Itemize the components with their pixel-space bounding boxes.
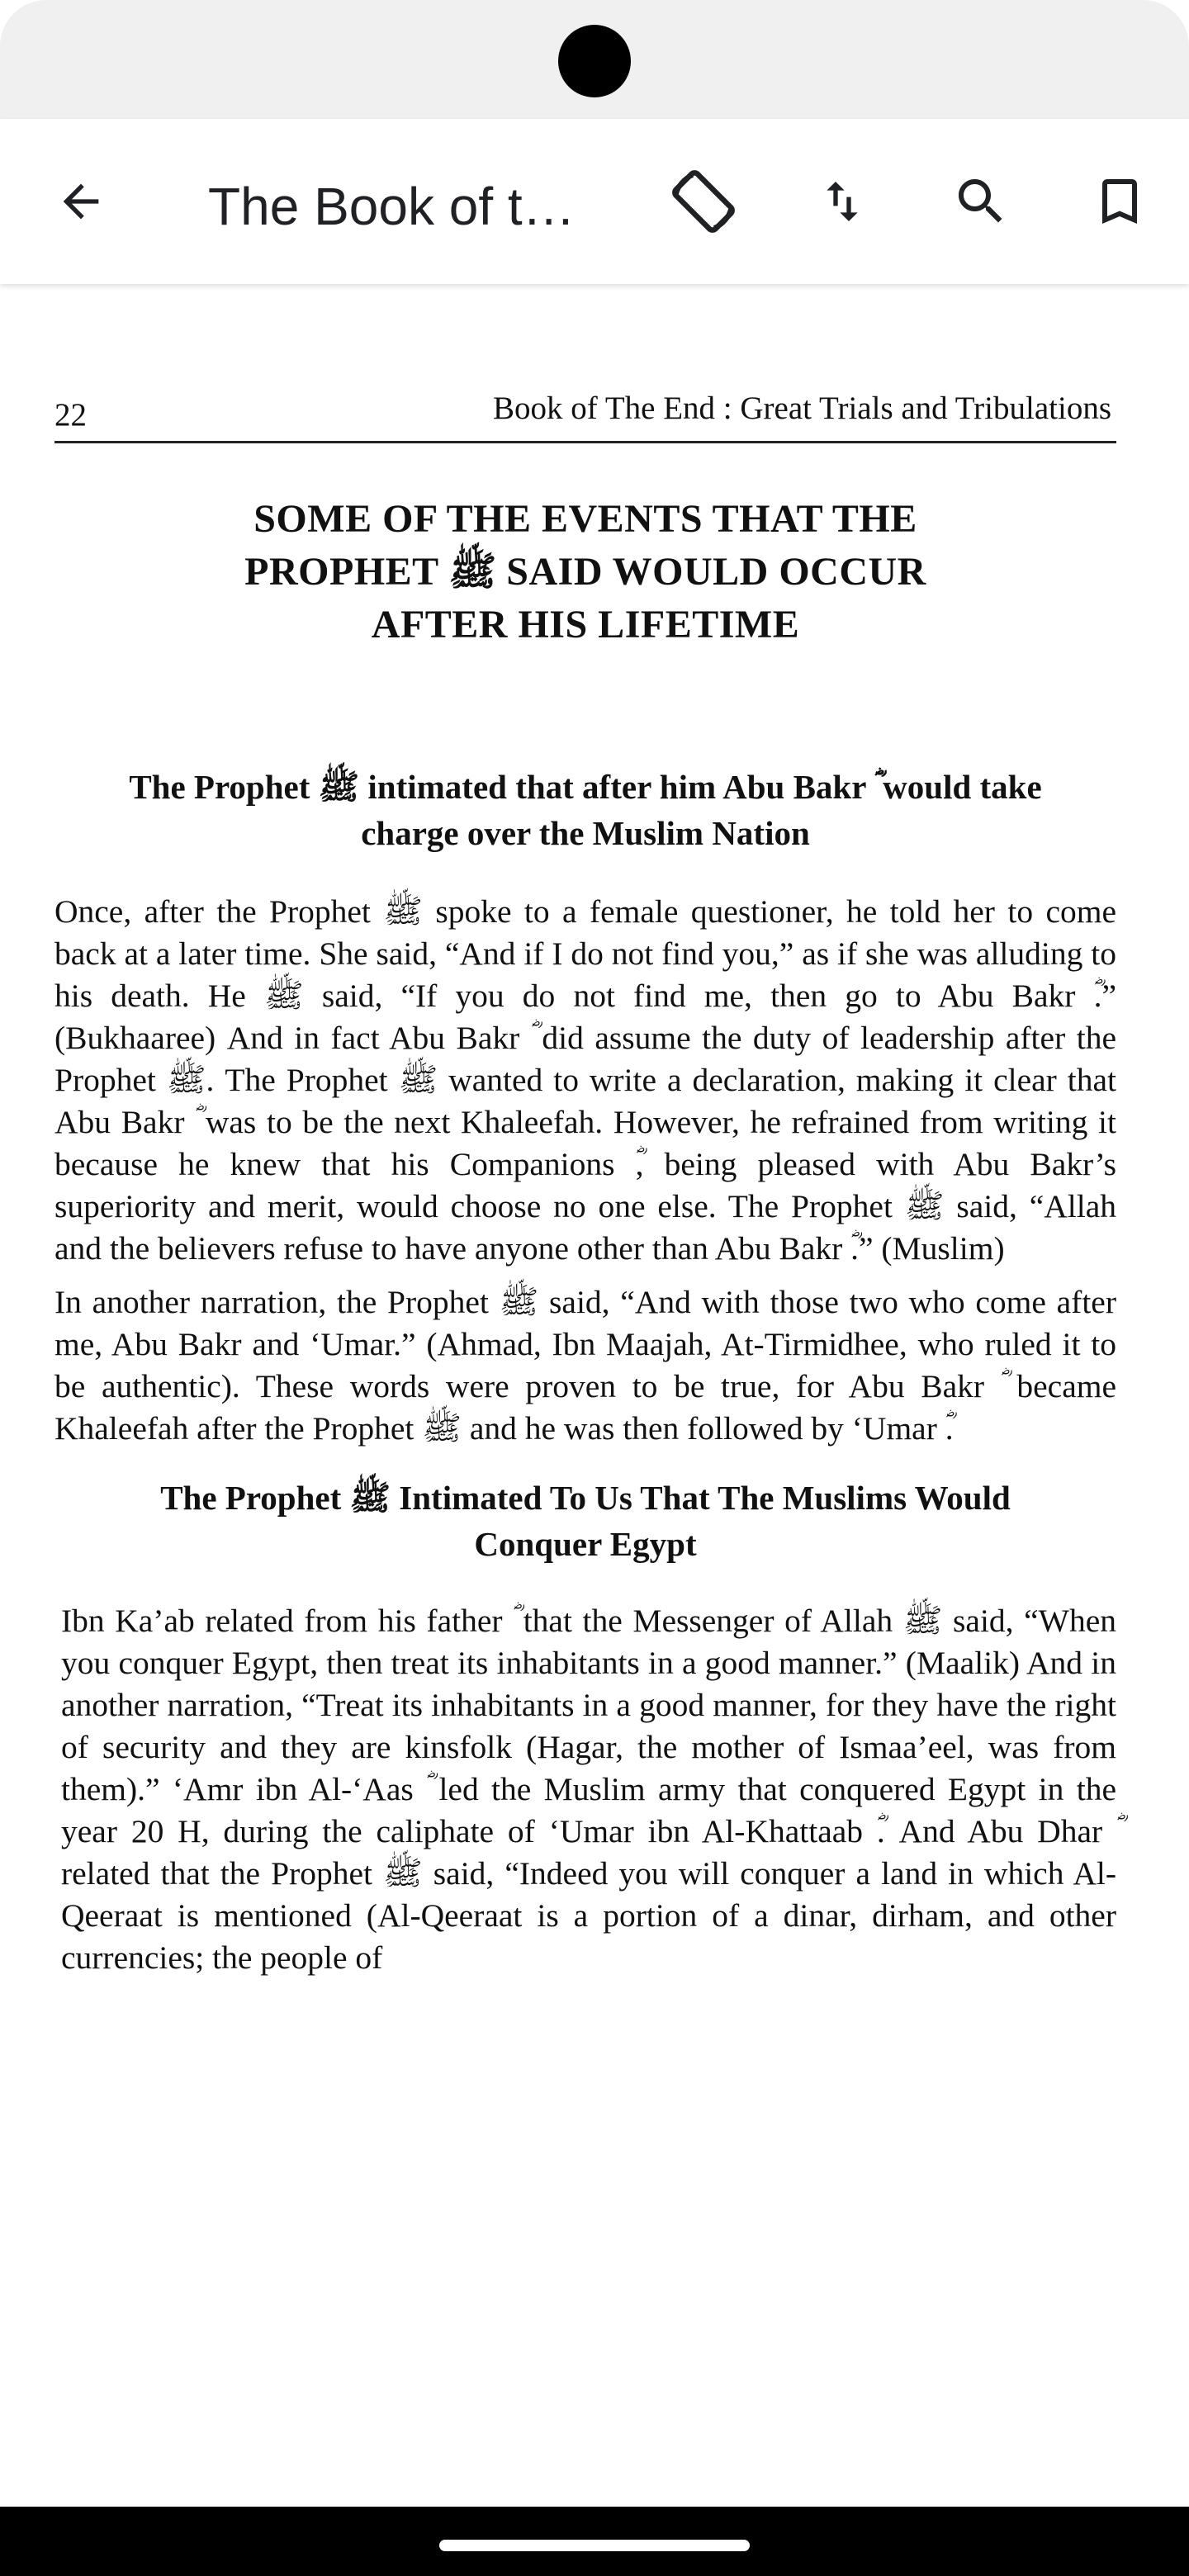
back-arrow-icon xyxy=(54,175,107,228)
body-paragraph: In another narration, the Prophet ﷺ said, “And with those two who come after me, Abu Bakr and ‘Umar.” (Ahmad, Ibn Maajah, At-Tirmidhee, who ruled it to be authentic). These words were proven to be true, for Abu Bakr ؓ became Khaleefah after the Prophet ﷺ and he was then followed by ‘Umar ؓ. xyxy=(54,1284,1116,1447)
section-heading: The Prophet ﷺ intimated that after him Abu Bakr ؓ would take charge over the Muslim Nation xyxy=(129,768,1042,852)
home-indicator[interactable] xyxy=(439,2540,750,2551)
status-bar xyxy=(0,0,1189,119)
back-button[interactable] xyxy=(40,160,122,243)
chapter-title: SOME OF THE EVENTS THAT THE PROPHET ﷺ SAID WOULD OCCUR AFTER HIS LIFETIME xyxy=(244,497,926,646)
camera-cutout xyxy=(558,25,631,97)
section-heading: The Prophet ﷺ Intimated To Us That The Muslims Would Conquer Egypt xyxy=(160,1479,1011,1563)
navigation-bar xyxy=(0,2507,1189,2576)
bookmark-button[interactable] xyxy=(1078,160,1161,243)
body-paragraph: Ibn Ka’ab related from his father ؓ that the Messenger of Allah ﷺ said, “When you conquer Egypt, then treat its inhabitants in a good manner.” (Maalik) And in another narration, “Treat its inhabitants in a good manner, for they have the right of security and they are kinsfolk (Hagar, the mother of Ismaa’eel, was from them).” ‘Amr ibn Al-‘Aas ؓ led the Muslim army that conquered Egypt in the year 20 H, during the caliphate of ‘Umar ibn Al-Khattaab ؓ. And Abu Dhar ؓ related that the Prophet ﷺ said, “Indeed you will conquer a land in which Al-Qeeraat is mentioned (Al-Qeeraat is a portion of a dinar, dirham, and other currencies; the people of xyxy=(61,1603,1116,1976)
document-title: The Book of t… xyxy=(208,177,576,236)
rotate-screen-button[interactable] xyxy=(662,160,745,243)
app-bar xyxy=(0,119,1189,284)
search-button[interactable] xyxy=(940,160,1022,243)
bookmark-icon xyxy=(1090,172,1149,231)
running-title: Book of The End : Great Trials and Tribulations xyxy=(493,391,1111,426)
running-header xyxy=(54,388,1116,443)
scroll-direction-button[interactable] xyxy=(801,160,883,243)
swap-vertical-icon xyxy=(816,175,869,228)
book-page[interactable] xyxy=(54,388,1116,1979)
search-icon xyxy=(951,172,1011,231)
screen-rotation-icon xyxy=(666,163,741,239)
page-number: 22 xyxy=(54,397,87,433)
body-paragraph: Once, after the Prophet ﷺ spoke to a female questioner, he told her to come back at a later time. She said, “And if I do not find you,” as if she was alluding to his death. He ﷺ said, “If you do not find me, then go to Abu Bakr ؓ.” (Bukhaaree) And in fact Abu Bakr ؓ did assume the duty of leadership after the Prophet ﷺ. The Prophet ﷺ wanted to write a declaration, making it clear that Abu Bakr ؓ was to be the next Khaleefah. However, he refrained from writing it because he knew that his Companions ؓ, being pleased with Abu Bakr’s superiority and merit, would choose no one else. The Prophet ﷺ said, “Allah and the believers refuse to have anyone other than Abu Bakr ؓ.” (Muslim) xyxy=(54,893,1116,1267)
